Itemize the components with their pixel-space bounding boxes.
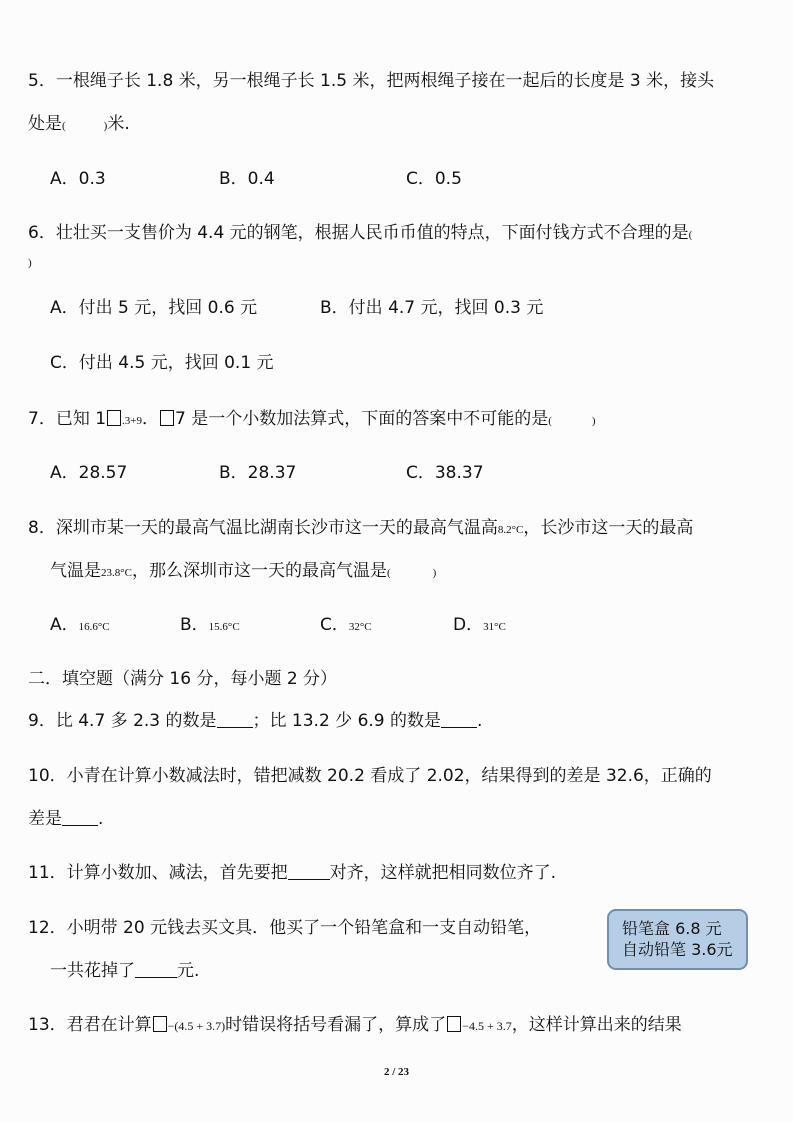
q8-option-d-label: D． [453,615,484,635]
q8-text-b: ，长沙市这一天的最高 [523,518,694,538]
q10-line2 [28,808,103,830]
q9-text-c: . [477,711,483,731]
q8-option-c-value: 32°C [348,621,372,633]
q7-text-a: 7．已知 1 [28,409,107,429]
q7-option-b: B．28.37 [219,463,297,483]
q6-text: 6．壮壮买一支售价为 4.4 元的钢笔，根据人民币币值的特点，下面付钱方式不合理的是 [28,223,689,243]
q5-option-b: B．0.4 [219,169,275,189]
q13-text-c: ，这样计算出来的结果 [511,1015,682,1035]
q8-temp-2: 23.8°C [101,567,132,579]
q11-text-a: 11．计算小数加、减法，首先要把 [28,863,288,883]
q8-option-a [50,614,110,638]
q6-option-c: C．付出 4.5 元，找回 0.1 元 [50,353,274,373]
q7-expr: .3+9 [122,415,143,427]
q6-paren-open: ( [688,229,693,241]
q13-expr-1: −(4.5 + 3.7) [167,1019,226,1033]
q7-option-a: A．28.57 [50,463,128,483]
q8-text-d: ，那么深圳市这一天的最高气温是 [132,561,387,581]
q8-line1 [28,517,693,541]
q8-line2 [50,560,436,584]
q12-line1: 12．小明带 20 元钱去买文具．他买了一个铅笔盒和一支自动铅笔， [28,918,542,938]
q8-option-c [320,614,372,638]
q13-blank-box-2 [447,1016,461,1032]
q8-option-b-value: 15.6°C [208,621,240,633]
q10-text-b: . [98,809,104,829]
q5-option-c: C．0.5 [406,169,462,189]
q10-line1: 10．小青在计算小数减法时，错把减数 20.2 看成了 2.02，结果得到的差是 32.6，正确的 [28,766,712,786]
q9-blank-2[interactable] [441,711,477,728]
q9-text-b: ；比 13.2 少 6.9 的数是 [252,711,442,731]
q10-text-a: 差是 [28,809,62,829]
q7-line1 [28,408,596,432]
q13-text-a: 13．君君在计算 [28,1015,152,1035]
q11-line [28,862,556,884]
q6-paren-close: ) [28,257,32,269]
q6-option-b: B．付出 4.7 元，找回 0.3 元 [320,298,544,318]
q8-text-c: 气温是 [50,561,101,581]
q8-paren-open: ( [387,567,391,579]
q8-option-b [180,614,240,638]
q5-text-b: 米. [107,114,130,134]
q12-line2 [50,960,199,982]
q7-text-d: 7 是一个小数加法算式，下面的答案中不可能的是 [175,409,549,429]
q8-text-a: 8．深圳市某一天的最高气温比湖南长沙市这一天的最高气温高 [28,518,498,538]
q7-paren-open: ( [548,415,552,427]
q8-option-d-value: 31°C [483,621,506,633]
q9-text-a: 9．比 4.7 多 2.3 的数是 [28,711,217,731]
q13-blank-box-1 [153,1016,167,1032]
q8-option-b-label: B． [180,615,209,635]
q13-line1 [28,1014,682,1037]
q13-expr-2: −4.5 + 3.7 [462,1019,512,1033]
price-mechanical-pencil: 自动铅笔 3.6元 [622,940,733,959]
q10-blank[interactable] [62,809,98,826]
q5-paren-close: ) [103,120,108,132]
q6-line2 [28,250,32,274]
q5-line1: 5．一根绳子长 1.8 米，另一根绳子长 1.5 米，把两根绳子接在一起后的长度是 3 米，接头 [28,71,715,91]
section-heading-fill-in: 二．填空题（满分 16 分，每小题 2 分） [28,669,338,689]
q9-blank-1[interactable] [217,711,253,728]
q7-blank-box-1 [107,410,121,426]
q12-blank[interactable] [135,961,177,978]
q12-text-a: 一共花掉了 [50,961,135,981]
q8-option-d [453,614,506,638]
q11-text-b: 对齐，这样就把相同数位齐了. [329,863,557,883]
q8-paren-close: ) [432,567,437,579]
q5-paren-open: ( [62,120,66,132]
q6-line1 [28,222,692,246]
q7-option-c: C．38.37 [406,463,484,483]
q12-text-b: 元. [177,961,200,981]
q9-line [28,710,482,732]
page-number: 2 / 23 [383,1066,410,1078]
q11-blank[interactable] [288,863,330,880]
q5-line2 [28,113,130,137]
price-callout-box [607,909,748,970]
q8-option-a-label: A． [50,615,79,635]
q5-option-a: A．0.3 [50,169,106,189]
price-pencil-case: 铅笔盒 6.8 元 [622,919,722,938]
q8-option-c-label: C． [320,615,349,635]
q13-text-b: 时错误将括号看漏了，算成了 [225,1015,447,1035]
q6-option-a: A．付出 5 元，找回 0.6 元 [50,298,258,318]
q7-text-c: ． [142,409,160,429]
q8-option-a-value: 16.6°C [78,621,110,633]
q7-paren-close: ) [591,415,596,427]
q8-temp-1: 8.2°C [497,524,524,536]
q7-blank-box-2 [160,410,174,426]
q5-text-a: 处是 [28,114,62,134]
